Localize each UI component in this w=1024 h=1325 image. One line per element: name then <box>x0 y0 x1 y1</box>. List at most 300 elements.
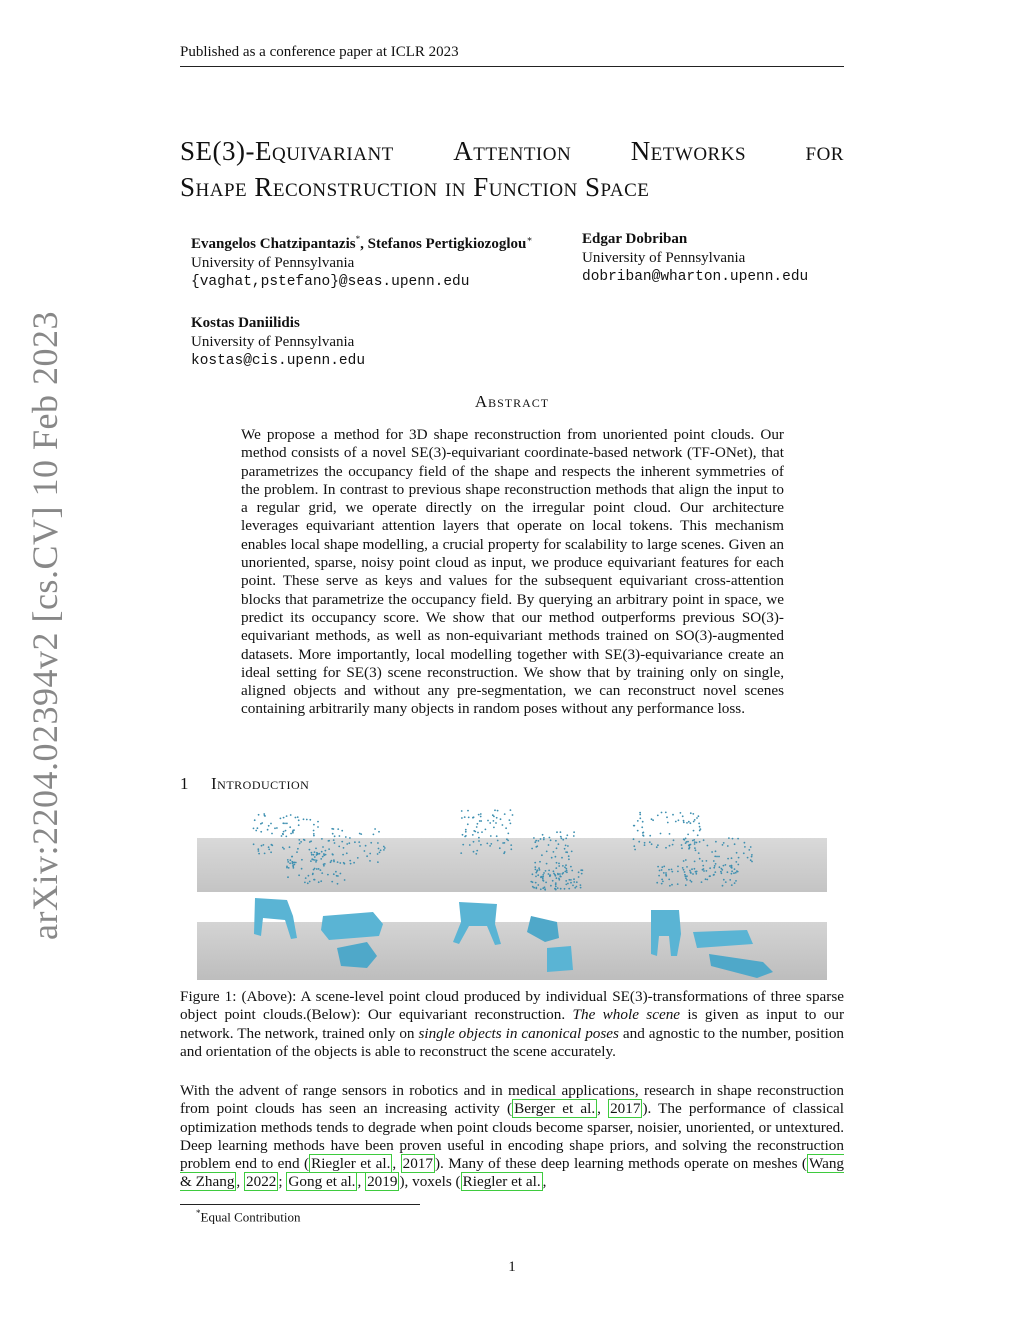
title-word-4: for <box>805 136 844 166</box>
point-cloud-dot <box>534 862 536 864</box>
point-cloud-dot <box>713 874 715 876</box>
point-cloud-dot <box>671 869 673 871</box>
point-cloud-dot <box>295 817 297 819</box>
point-cloud-dot <box>580 887 582 889</box>
point-cloud-dot <box>332 833 334 835</box>
point-cloud-dot <box>736 870 738 872</box>
point-cloud-dot <box>373 834 375 836</box>
point-cloud-dot <box>317 821 319 823</box>
point-cloud-dot <box>685 877 687 879</box>
point-cloud-dot <box>578 871 580 873</box>
author-email-1[interactable]: {vaghat,pstefano}@seas.upenn.edu <box>191 274 470 290</box>
point-cloud-dot <box>657 866 659 868</box>
point-cloud-dot <box>727 845 729 847</box>
point-cloud-dot <box>637 830 639 832</box>
point-cloud-dot <box>541 854 543 856</box>
point-cloud-dot <box>369 853 371 855</box>
point-cloud-dot <box>505 827 507 829</box>
point-cloud-dot <box>659 870 661 872</box>
point-cloud-dot <box>383 846 385 848</box>
point-cloud-dot <box>377 861 379 863</box>
point-cloud-dot <box>264 815 266 817</box>
author-email-2[interactable]: dobriban@wharton.upenn.edu <box>582 269 809 285</box>
point-cloud-dot <box>298 874 300 876</box>
point-cloud-dot <box>557 873 559 875</box>
point-cloud-dot <box>292 866 294 868</box>
point-cloud-dot <box>732 838 734 840</box>
point-cloud-dot <box>734 882 736 884</box>
point-cloud-dot <box>473 851 475 853</box>
point-cloud-dot <box>344 863 346 865</box>
point-cloud-dot <box>720 871 722 873</box>
point-cloud-dot <box>702 865 704 867</box>
point-cloud-dot <box>737 838 739 840</box>
point-cloud-dot <box>570 866 572 868</box>
point-cloud-dot <box>688 848 690 850</box>
point-cloud-dot <box>348 842 350 844</box>
point-cloud-dot <box>665 875 667 877</box>
point-cloud-dot <box>292 832 294 834</box>
point-cloud-dot <box>694 843 696 845</box>
point-cloud-dot <box>332 854 334 856</box>
point-cloud-dot <box>633 825 635 827</box>
point-cloud-dot <box>638 841 640 843</box>
point-cloud-dot <box>692 873 694 875</box>
point-cloud-dot <box>715 841 717 843</box>
point-cloud-dot <box>694 819 696 821</box>
point-cloud-dot <box>345 836 347 838</box>
author-affiliation-2: University of Pennsylvania <box>582 250 746 266</box>
point-cloud-dot <box>729 879 731 881</box>
point-cloud-dot <box>298 839 300 841</box>
point-cloud-dot <box>657 844 659 846</box>
point-cloud-dot <box>534 841 536 843</box>
point-cloud-dot <box>721 868 723 870</box>
point-cloud-dot <box>510 848 512 850</box>
point-cloud-dot <box>316 854 318 856</box>
point-cloud-dot <box>268 825 270 827</box>
point-cloud-dot <box>691 868 693 870</box>
point-cloud-dot <box>694 861 696 863</box>
point-cloud-dot <box>711 851 713 853</box>
point-cloud-dot <box>268 846 270 848</box>
point-cloud-dot <box>639 814 641 816</box>
point-cloud-dot <box>731 865 733 867</box>
point-cloud-dot <box>477 832 479 834</box>
point-cloud-dot <box>686 879 688 881</box>
point-cloud-dot <box>574 887 576 889</box>
point-cloud-dot <box>263 844 265 846</box>
point-cloud-dot <box>267 829 269 831</box>
point-cloud-dot <box>342 854 344 856</box>
point-cloud-dot <box>580 884 582 886</box>
point-cloud-dot <box>671 884 673 886</box>
point-cloud-dot <box>548 873 550 875</box>
point-cloud-dot <box>464 836 466 838</box>
point-cloud-dot <box>690 822 692 824</box>
point-cloud-dot <box>703 870 705 872</box>
point-cloud-dot <box>571 870 573 872</box>
point-cloud-dot <box>555 840 557 842</box>
point-cloud-dot <box>346 843 348 845</box>
point-cloud-dot <box>485 829 487 831</box>
author-affiliation-3: University of Pennsylvania <box>191 334 355 350</box>
point-cloud-dot <box>733 872 735 874</box>
point-cloud-dot <box>323 853 325 855</box>
point-cloud-dot <box>556 847 558 849</box>
point-cloud-dot <box>683 869 685 871</box>
point-cloud-dot <box>377 842 379 844</box>
point-cloud-dot <box>649 841 651 843</box>
point-cloud-dot <box>364 850 366 852</box>
point-cloud-dot <box>542 834 544 836</box>
point-cloud-dot <box>353 862 355 864</box>
point-cloud-dot <box>719 866 721 868</box>
point-cloud-dot <box>531 848 533 850</box>
point-cloud-dot <box>669 833 671 835</box>
point-cloud-dot <box>307 882 309 884</box>
point-cloud-dot <box>320 869 322 871</box>
point-cloud-dot <box>560 876 562 878</box>
point-cloud-dot <box>507 833 509 835</box>
footnote: *Equal Contribution <box>196 1208 301 1225</box>
point-cloud-dot <box>633 845 635 847</box>
point-cloud-dot <box>678 819 680 821</box>
point-cloud-dot <box>510 809 512 811</box>
author-email-3[interactable]: kostas@cis.upenn.edu <box>191 353 366 369</box>
point-cloud-dot <box>360 833 362 835</box>
point-cloud-dot <box>665 847 667 849</box>
point-cloud-dot <box>735 880 737 882</box>
point-cloud-dot <box>554 888 556 890</box>
point-cloud-dot <box>530 881 532 883</box>
point-cloud-dot <box>546 863 548 865</box>
point-cloud-dot <box>322 846 324 848</box>
point-cloud-dot <box>306 819 308 821</box>
point-cloud-dot <box>545 882 547 884</box>
point-cloud-dot <box>309 849 311 851</box>
point-cloud-dot <box>330 861 332 863</box>
citation-link[interactable]: Berger et al. <box>514 1100 596 1118</box>
point-cloud-dot <box>673 839 675 841</box>
point-cloud-dot <box>564 871 566 873</box>
point-cloud-dot <box>751 861 753 863</box>
point-cloud-dot <box>706 860 708 862</box>
point-cloud-dot <box>369 860 371 862</box>
point-cloud-dot <box>692 813 694 815</box>
author-block-3 <box>191 314 365 371</box>
point-cloud-dot <box>558 863 560 865</box>
point-cloud-dot <box>477 823 479 825</box>
point-cloud-dot <box>682 867 684 869</box>
point-cloud-dot <box>734 843 736 845</box>
point-cloud-dot <box>698 823 700 825</box>
point-cloud-dot <box>510 823 512 825</box>
point-cloud-dot <box>714 856 716 858</box>
point-cloud-dot <box>331 881 333 883</box>
point-cloud-dot <box>644 842 646 844</box>
point-cloud-dot <box>649 835 651 837</box>
point-cloud-dot <box>731 884 733 886</box>
point-cloud-dot <box>680 812 682 814</box>
point-cloud-dot <box>578 876 580 878</box>
point-cloud-dot <box>255 830 257 832</box>
point-cloud-dot <box>548 844 550 846</box>
citation-link[interactable]: Riegler et al. <box>311 1155 391 1173</box>
point-cloud-dot <box>697 834 699 836</box>
point-cloud-dot <box>714 871 716 873</box>
point-cloud-dot <box>568 855 570 857</box>
point-cloud-dot <box>661 879 663 881</box>
point-cloud-dot <box>709 875 711 877</box>
point-cloud-dot <box>750 846 752 848</box>
point-cloud-dot <box>566 834 568 836</box>
point-cloud-dot <box>298 824 300 826</box>
point-cloud-dot <box>313 830 315 832</box>
point-cloud-dot <box>677 871 679 873</box>
point-cloud-dot <box>254 819 256 821</box>
point-cloud-dot <box>562 865 564 867</box>
point-cloud-dot <box>478 814 480 816</box>
point-cloud-dot <box>479 820 481 822</box>
citation-link[interactable]: 2022 <box>246 1173 277 1191</box>
point-cloud-dot <box>731 857 733 859</box>
point-cloud-dot <box>562 839 564 841</box>
point-cloud-dot <box>743 852 745 854</box>
point-cloud-dot <box>350 863 352 865</box>
point-cloud-dot <box>543 872 545 874</box>
point-cloud-dot <box>465 831 467 833</box>
point-cloud-dot <box>685 838 687 840</box>
point-cloud-dot <box>690 812 692 814</box>
point-cloud-dot <box>337 883 339 885</box>
point-cloud-dot <box>686 866 688 868</box>
point-cloud-dot <box>337 861 339 863</box>
point-cloud-dot <box>564 848 566 850</box>
point-cloud-dot <box>536 845 538 847</box>
point-cloud-dot <box>568 879 570 881</box>
point-cloud-dot <box>493 827 495 829</box>
point-cloud-dot <box>668 879 670 881</box>
point-cloud-dot <box>497 840 499 842</box>
point-cloud-dot <box>683 860 685 862</box>
point-cloud-dot <box>283 817 285 819</box>
point-cloud-dot <box>474 831 476 833</box>
point-cloud-dot <box>346 852 348 854</box>
point-cloud-dot <box>301 859 303 861</box>
point-cloud-dot <box>318 881 320 883</box>
point-cloud-dot <box>475 853 477 855</box>
point-cloud-dot <box>467 810 469 812</box>
point-cloud-dot <box>374 828 376 830</box>
point-cloud-dot <box>707 845 709 847</box>
point-cloud-dot <box>493 820 495 822</box>
point-cloud-dot <box>271 833 273 835</box>
point-cloud-dot <box>502 824 504 826</box>
point-cloud-dot <box>535 888 537 890</box>
point-cloud-dot <box>280 818 282 820</box>
point-cloud-dot <box>504 851 506 853</box>
point-cloud-dot <box>543 837 545 839</box>
point-cloud-dot <box>340 873 342 875</box>
point-cloud-dot <box>561 838 563 840</box>
point-cloud-dot <box>661 869 663 871</box>
point-cloud-dot <box>690 871 692 873</box>
point-cloud-dot <box>683 820 685 822</box>
point-cloud-dot <box>723 865 725 867</box>
point-cloud-dot <box>538 867 540 869</box>
point-cloud-dot <box>495 822 497 824</box>
point-cloud-dot <box>282 847 284 849</box>
point-cloud-dot <box>285 830 287 832</box>
point-cloud-dot <box>473 816 475 818</box>
point-cloud-dot <box>460 852 462 854</box>
point-cloud-dot <box>327 874 329 876</box>
point-cloud-dot <box>545 870 547 872</box>
point-cloud-dot <box>318 868 320 870</box>
point-cloud-dot <box>333 839 335 841</box>
point-cloud-dot <box>651 843 653 845</box>
point-cloud-dot <box>354 841 356 843</box>
author-block-1: Evangelos Chatzipantazis*, Stefanos Pertigkiozoglou∗ University of Pennsylvania {vaghat,pstefano}@seas.upenn.edu <box>191 234 533 290</box>
point-cloud-dot <box>556 862 558 864</box>
point-cloud-dot <box>289 862 291 864</box>
figure-1-image <box>197 806 827 980</box>
point-cloud-dot <box>559 873 561 875</box>
point-cloud-dot <box>573 831 575 833</box>
point-cloud-dot <box>703 839 705 841</box>
point-cloud-dot <box>314 879 316 881</box>
point-cloud-dot <box>570 882 572 884</box>
point-cloud-dot <box>555 867 557 869</box>
footnote-rule <box>180 1204 420 1205</box>
point-cloud-dot <box>319 853 321 855</box>
point-cloud-dot <box>565 864 567 866</box>
point-cloud-dot <box>493 816 495 818</box>
point-cloud-dot <box>285 836 287 838</box>
point-cloud-dot <box>560 831 562 833</box>
point-cloud-dot <box>379 852 381 854</box>
point-cloud-dot <box>641 826 643 828</box>
point-cloud-dot <box>690 844 692 846</box>
point-cloud-dot <box>699 826 701 828</box>
point-cloud-dot <box>299 843 301 845</box>
point-cloud-dot <box>287 861 289 863</box>
point-cloud-dot <box>540 838 542 840</box>
point-cloud-dot <box>281 835 283 837</box>
point-cloud-dot <box>549 837 551 839</box>
point-cloud-dot <box>268 849 270 851</box>
point-cloud-dot <box>699 830 701 832</box>
point-cloud-dot <box>253 843 255 845</box>
point-cloud-dot <box>715 863 717 865</box>
point-cloud-dot <box>696 817 698 819</box>
arxiv-stamp[interactable]: arXiv:2204.02394v2 [cs.CV] 10 Feb 2023 <box>25 311 65 940</box>
point-cloud-dot <box>695 871 697 873</box>
point-cloud-dot <box>312 874 314 876</box>
abstract-heading: Abstract <box>474 392 550 411</box>
mesh-sofa-2 <box>547 946 573 972</box>
point-cloud-dot <box>560 836 562 838</box>
top-floor-plane <box>197 838 827 892</box>
point-cloud-dot <box>317 826 319 828</box>
point-cloud-dot <box>378 831 380 833</box>
point-cloud-dot <box>320 880 322 882</box>
point-cloud-dot <box>311 852 313 854</box>
point-cloud-dot <box>558 865 560 867</box>
point-cloud-dot <box>316 868 318 870</box>
point-cloud-dot <box>751 856 753 858</box>
point-cloud-dot <box>658 875 660 877</box>
point-cloud-dot <box>665 872 667 874</box>
citation-link[interactable]: 2017 <box>610 1100 641 1118</box>
point-cloud-dot <box>723 842 725 844</box>
point-cloud-dot <box>736 852 738 854</box>
point-cloud-dot <box>535 882 537 884</box>
point-cloud-dot <box>567 845 569 847</box>
point-cloud-dot <box>656 846 658 848</box>
point-cloud-dot <box>328 840 330 842</box>
point-cloud-dot <box>727 858 729 860</box>
point-cloud-dot <box>370 842 372 844</box>
point-cloud-dot <box>551 857 553 859</box>
point-cloud-dot <box>321 838 323 840</box>
point-cloud-dot <box>681 844 683 846</box>
point-cloud-dot <box>290 833 292 835</box>
point-cloud-dot <box>684 874 686 876</box>
citation-link[interactable]: Wang & Zhang <box>180 1155 845 1191</box>
point-cloud-dot <box>357 857 359 859</box>
citation-link[interactable]: Gong et al. <box>288 1173 356 1191</box>
point-cloud-dot <box>500 818 502 820</box>
point-cloud-dot <box>642 832 644 834</box>
point-cloud-dot <box>509 819 511 821</box>
point-cloud-dot <box>283 848 285 850</box>
point-cloud-dot <box>286 815 288 817</box>
citation-link[interactable]: 2017 <box>402 1155 433 1173</box>
point-cloud-dot <box>343 847 345 849</box>
point-cloud-dot <box>549 874 551 876</box>
author-name-2: Stefanos Pertigkiozoglou <box>367 236 527 252</box>
point-cloud-dot <box>341 841 343 843</box>
point-cloud-dot <box>337 828 339 830</box>
point-cloud-dot <box>661 812 663 814</box>
point-cloud-dot <box>537 884 539 886</box>
point-cloud-dot <box>313 833 315 835</box>
point-cloud-dot <box>675 821 677 823</box>
citation-link[interactable]: Riegler et al. <box>462 1173 541 1191</box>
point-cloud-dot <box>565 838 567 840</box>
point-cloud-dot <box>472 834 474 836</box>
point-cloud-dot <box>469 844 471 846</box>
point-cloud-dot <box>668 869 670 871</box>
point-cloud-dot <box>310 860 312 862</box>
point-cloud-dot <box>576 881 578 883</box>
point-cloud-dot <box>546 851 548 853</box>
point-cloud-dot <box>258 850 260 852</box>
point-cloud-dot <box>289 846 291 848</box>
point-cloud-dot <box>687 841 689 843</box>
intro-paragraph: With the advent of range sensors in robotics and in medical applications, research in shape reconstruction from point clouds has seen an increasing activity ( Berger et al. , 2017 ). The performance of classical optimization methods tends to degrade when point clouds become sparser, noisier, unoriented, or untextured. Deep learning methods have been proven useful in encoding shape priors, and solving the reconstruction problem end to end ( Riegler et al. , 2017 ). Many of these deep learning methods operate on meshes ( Wang & Zhang , 2022 ; Gong et al. , 2019 ), voxels ( Riegler et al. , <box>180 1082 845 1191</box>
point-cloud-dot <box>333 859 335 861</box>
point-cloud-dot <box>671 871 673 873</box>
point-cloud-dot <box>696 842 698 844</box>
point-cloud-dot <box>537 869 539 871</box>
point-cloud-dot <box>270 851 272 853</box>
point-cloud-dot <box>538 840 540 842</box>
point-cloud-dot <box>473 841 475 843</box>
citation-link[interactable]: 2019 <box>367 1173 398 1191</box>
